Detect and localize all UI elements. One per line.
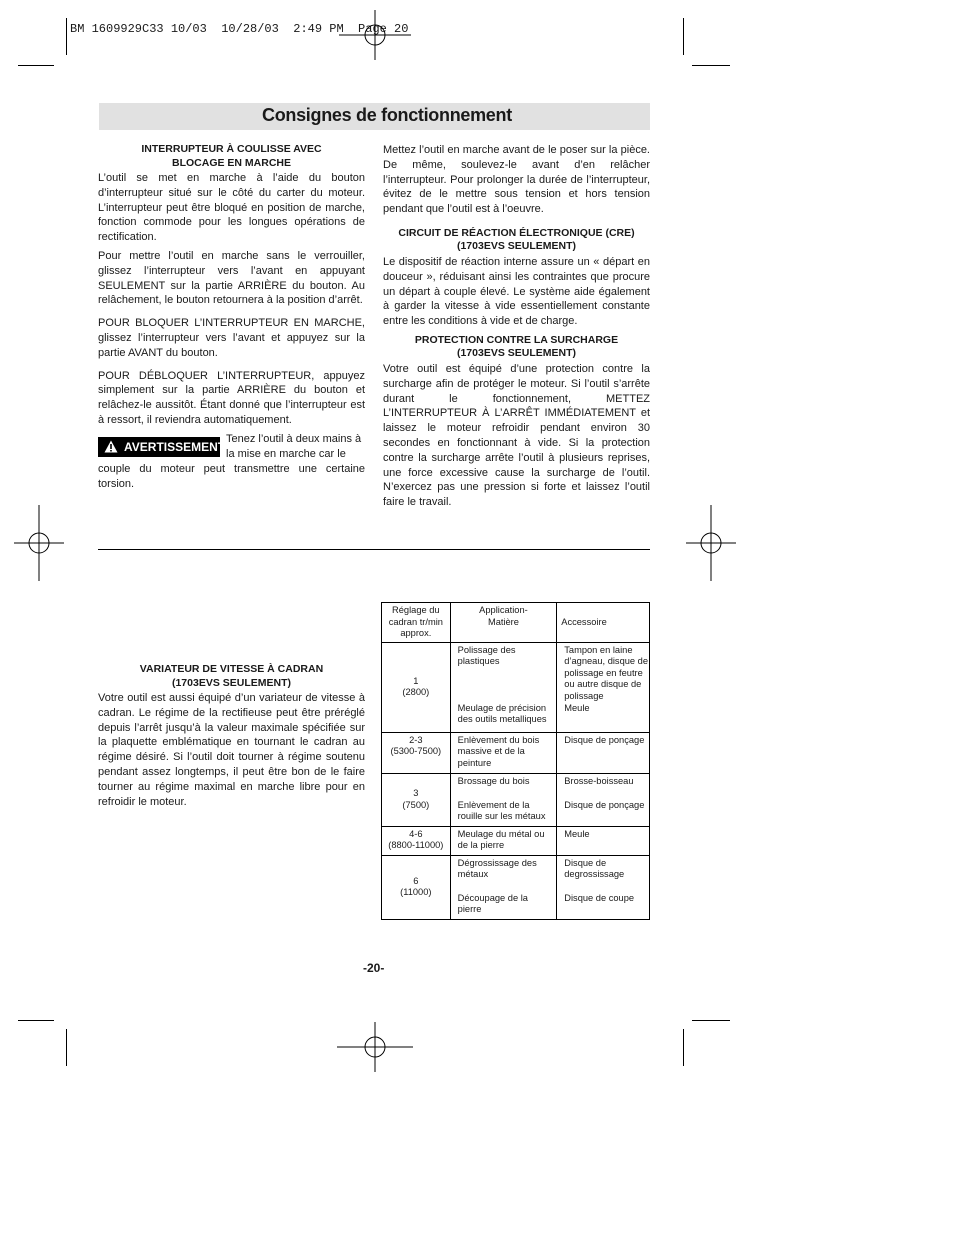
paragraph: POUR DÉBLOQUER L’INTERRUPTEUR, appuyez simplement sur la partie ARRIÈRE du bouton et relâchez-le aussitôt. Étant donné que l’interrupteur est à ressort, il reviendra automatiquement. <box>98 369 365 426</box>
cell-line: Disque de degrossissage <box>564 857 625 879</box>
warning-line: la mise en marche car le <box>226 447 346 460</box>
cell-line: Disque de coupe <box>564 892 635 903</box>
table-row <box>382 773 650 826</box>
crop-mark <box>66 18 67 55</box>
table-cell <box>382 642 451 732</box>
crop-mark <box>66 1029 67 1066</box>
header-cell <box>557 603 650 643</box>
table-cell <box>382 826 451 855</box>
table-cell <box>382 773 451 826</box>
crop-mark <box>683 1029 684 1066</box>
table-cell <box>557 773 650 826</box>
warning-line: Tenez l’outil à deux mains à <box>226 433 362 445</box>
header-cell: Application- Matière <box>450 603 557 643</box>
cell-line: Brossage du bois <box>457 775 530 786</box>
table-cell <box>382 732 451 773</box>
cell-line: Découpage de la pierre <box>457 892 528 914</box>
crop-mark <box>692 1020 730 1021</box>
table-cell <box>450 855 557 919</box>
crop-mark <box>683 18 684 55</box>
registration-mark-icon <box>337 1022 413 1072</box>
section-heading: PROTECTION CONTRE LA SURCHARGE <box>414 333 619 346</box>
table-cell: Meulage du métal ou de la pierre <box>450 826 557 855</box>
table-cell: Disque de ponçage <box>557 732 650 773</box>
cell-line: Dégrossissage des métaux <box>457 857 537 879</box>
warning-badge <box>98 437 226 457</box>
section-heading: CIRCUIT DE RÉACTION ÉLECTRONIQUE (CRE) <box>398 226 635 239</box>
table-cell <box>450 642 557 732</box>
left-column <box>98 143 365 428</box>
cell-line: (8800-11000) <box>388 840 444 850</box>
registration-mark-icon <box>686 505 736 581</box>
section-heading: (1703EVS SEULEMENT) <box>456 347 577 360</box>
cell-line: (2800) <box>402 687 430 697</box>
section-heading: (1703EVS SEULEMENT) <box>456 240 577 253</box>
speed-dial-section <box>98 663 365 809</box>
paragraph: Le dispositif de réaction interne assure un « départ en douceur », réduisant ainsi les contraintes que procure un départ à couple élevé. Le système aide également à garder la vitesse à vide essentiellement constante entre les conditions à vide et de charge. <box>383 255 650 328</box>
table-header-row <box>382 603 650 643</box>
cell-line: Meule <box>564 702 590 713</box>
cell-line: Meulage de précision des outils metalliques <box>457 702 547 724</box>
page-number: -20- <box>363 961 385 975</box>
paragraph: Votre outil est aussi équipé d’un variateur de vitesse à cadran. Le régime de la rectifieuse peut être préréglé depuis l’arrêt jusqu’à la valeur maximale spécifiée sur la plaquette emblématique en tournant le cadran au régime désiré. Si l’outil doit tourner à régime soutenu pendant assez longtemps, il peut être bon de le faire tourner au régime maximal en marche libre pour en refroidir le moteur. <box>98 692 365 808</box>
paragraph: Votre outil est équipé d’une protection contre la surcharge afin de protéger le moteur. Si l’outil s’arrête durant le fonctionnement, METTEZ L’INTERRUPTEUR À L’ARRÊT IMMÉDIATEMENT et laissez le moteur refroidir pendant environ 30 secondes en fonctionnant à vide. Si la protection contre la surcharge arrête l’outil à plusieurs reprises, une force excessive cause la surcharge de l’outil. N’exercez pas une pression si forte et laissez l’outil faire le travail. <box>383 362 650 509</box>
table-cell <box>382 855 451 919</box>
cell-line: Tampon en laine d’agneau, disque de polissage en feutre ou autre disque de polissage <box>564 644 649 701</box>
table-row <box>382 642 650 732</box>
cell-line: 4-6 <box>409 828 423 839</box>
section-heading: (1703EVS SEULEMENT) <box>171 676 292 689</box>
table-cell <box>557 855 650 919</box>
section-heading: BLOCAGE EN MARCHE <box>171 156 291 169</box>
paragraph: Mettez l’outil en marche avant de le poser sur la pièce. De même, soulevez-le avant d’en relâcher l’interrupteur. Pour prolonger la durée de l’interrupteur, évitez de le mettre sous tension et hors tension pendant que l’outil est à l’oeuvre. <box>383 144 650 216</box>
header-label: Accessoire <box>561 616 607 627</box>
cell-line: 2-3 <box>409 734 423 745</box>
speed-table <box>381 602 650 920</box>
crop-mark <box>692 65 730 66</box>
right-column <box>383 143 650 510</box>
section-heading: INTERRUPTEUR À COULISSE AVEC <box>141 143 322 155</box>
warning-label: AVERTISSEMENT <box>124 440 226 454</box>
cell-line: 3 <box>413 788 419 798</box>
cell-line: 1 <box>413 675 419 686</box>
cell-line: (11000) <box>400 887 432 897</box>
cell-line: (5300-7500) <box>390 746 442 756</box>
registration-mark-icon <box>339 10 411 60</box>
cell-line: 6 <box>413 875 419 886</box>
header-cell: Réglage du cadran tr/min approx. <box>382 603 451 643</box>
cell-line: (7500) <box>402 799 430 810</box>
section-heading: VARIATEUR DE VITESSE À CADRAN <box>139 663 324 675</box>
crop-mark <box>18 65 54 66</box>
warning-triangle-icon <box>104 440 118 453</box>
paragraph: POUR BLOQUER L’INTERRUPTEUR EN MARCHE, glissez l’interrupteur vers l’avant et appuyez sur la partie AVANT du bouton. <box>98 317 365 359</box>
table-row <box>382 826 650 855</box>
print-slug: BM 1609929C33 10/03 10/28/03 2:49 PM Page 20 <box>70 22 409 36</box>
cell-line: Enlèvement de la rouille sur les métaux <box>457 799 546 821</box>
registration-mark-icon <box>14 505 64 581</box>
table-row <box>382 732 650 773</box>
cell-line: Polissage des plastiques <box>457 644 516 666</box>
table-cell: Meule <box>557 826 650 855</box>
paragraph: L’outil se met en marche à l’aide du bouton d’interrupteur situé sur le côté du carter du moteur. L’interrupteur peut être bloqué en position de marche, fonction commode pour les longues opérations de rectification. <box>98 172 365 244</box>
warning-text-cont <box>98 462 365 492</box>
paragraph: Pour mettre l’outil en marche sans le verrouiller, glissez l’interrupteur vers l’avant en appuyant SEULEMENT sur la partie ARRIÈRE du bouton. Au relâchement, le bouton retournera à la position d’arrêt. <box>98 249 365 307</box>
page-title: Consignes de fonctionnement <box>262 105 512 125</box>
table-cell <box>557 642 650 732</box>
cell-line: Brosse-boisseau <box>564 775 634 786</box>
table-cell: Enlèvement du bois massive et de la peinture <box>450 732 557 773</box>
crop-mark <box>18 1020 54 1021</box>
divider <box>98 549 650 550</box>
warning-line: couple du moteur peut transmettre une certaine torsion. <box>98 463 365 490</box>
cell-line: Disque de ponçage <box>564 799 645 810</box>
table-cell <box>450 773 557 826</box>
warning-text <box>226 432 365 462</box>
table-row <box>382 855 650 919</box>
